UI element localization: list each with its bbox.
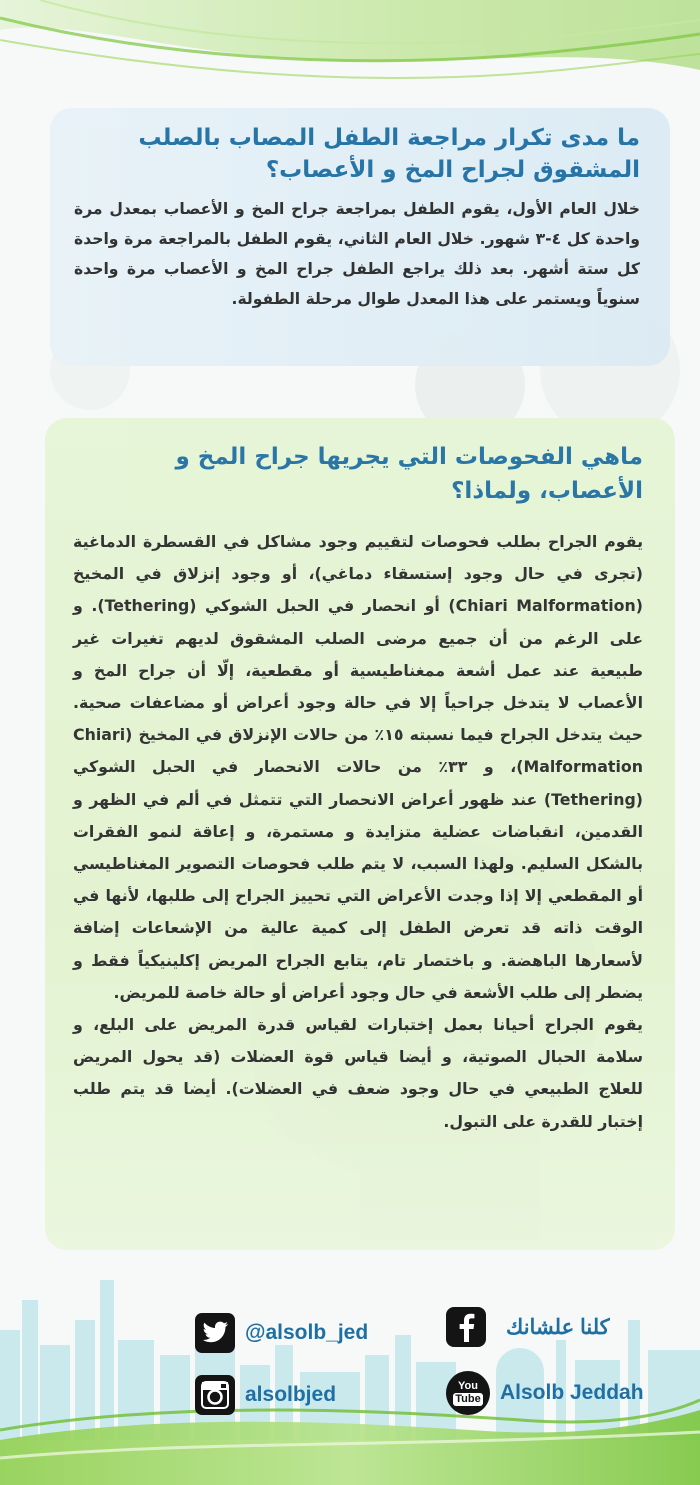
youtube-link[interactable] xyxy=(446,1371,644,1415)
neurosurgeon-tests-paragraph-2: يقوم الجراح أحيانا بعمل إختبارات لقياس قدرة المريض على البلع، و سلامة الحبال الصوتية، و أيضا قياس قوة العضلات (قد يحول المريض للعلاج الطبيعي في حال وجود ضعف في العضلات). أيضا قد يتم طلب إختبار للقدرة على التبول. xyxy=(73,1015,643,1131)
youtube-icon-tube: Tube xyxy=(455,1393,481,1405)
instagram-icon xyxy=(195,1375,235,1415)
twitter-link[interactable] xyxy=(195,1313,368,1353)
instagram-link[interactable] xyxy=(195,1375,336,1415)
facebook-icon xyxy=(446,1307,486,1347)
neurosurgeon-tests-heading: ماهي الفحوصات التي يجريها جراح المخ و الأعصاب، ولماذا؟ xyxy=(175,444,643,504)
facebook-link[interactable] xyxy=(446,1307,610,1347)
twitter-handle: @alsolb_jed xyxy=(245,1321,369,1344)
neurosurgeon-tests-paragraph-1: يقوم الجراح بطلب فحوصات لتقييم وجود مشاكل في القسطرة الدماغية (تجرى في حال وجود إستسقاء دماغي)، أو وجود إنزلاق في المخيخ (Chiari Malformation) أو انحصار في الحبل الشوكي (Tethering). و على الرغم من أن جميع مرضى الصلب المشقوق لديهم تغيرات غير طبيعية عند عمل أشعة ممغناطيسية أو مقطعية، إلّا أن جراح المخ و الأعصاب لا يتدخل جراحياً إلا في حالة وجود أعراض أو مضاعفات صحية. حيث يتدخل الجراح فيما نسبته ١٥٪ من حالات الإنزلاق في المخيخ (Chiari Malformation)، و ٣٣٪ من حالات الانحصار في الحبل الشوكي (Tethering) عند ظهور أعراض الانحصار التي تتمثل في ألم في الظهر و القدمين، انقباضات عضلية متزايدة و مستمرة، و إعاقة لنمو الفقرات بالشكل السليم. ولهذا السبب، لا يتم طلب فحوصات التصوير المغناطيسي أو المقطعي إلا إذا وجدت الأعراض التي تحييز الجراح إلى طلبها، لأنها في الوقت ذاته قد تعرض الطفل إلى كمية عالية من الإشعاعات إضافة لأسعارها الباهضة. و باختصار تام، يتابع الجراح المريض إكلينيكياً فقط و يضطر إلى طلب الأشعة في حال وجود أعراض أو حالة خاصة للمريض. xyxy=(73,532,643,1002)
social-footer xyxy=(0,1255,700,1485)
followup-frequency-body: خلال العام الأول، يقوم الطفل بمراجعة جراح المخ و الأعصاب بمعدل مرة واحدة كل ٤-٣ شهور. خلال العام الثاني، يقوم الطفل بالمراجعة مرة واحدة كل ستة أشهر. بعد ذلك يراجع الطفل جراح المخ و الأعصاب مرة واحدة سنوياً ويستمر على هذا المعدل طوال مرحلة الطفولة. xyxy=(74,200,641,308)
followup-frequency-heading: ما مدى تكرار مراجعة الطفل المصاب بالصلب المشقوق لجراح المخ و الأعصاب؟ xyxy=(138,125,640,183)
twitter-icon xyxy=(195,1313,235,1353)
instagram-handle: alsolbjed xyxy=(245,1383,337,1406)
youtube-icon-you: You xyxy=(458,1380,478,1392)
youtube-channel-name: Alsolb Jeddah xyxy=(500,1381,644,1404)
followup-frequency-card xyxy=(50,108,670,366)
facebook-page-name: كلنا علشانك xyxy=(506,1315,610,1339)
neurosurgeon-tests-card xyxy=(45,418,675,1250)
youtube-icon xyxy=(446,1371,490,1415)
